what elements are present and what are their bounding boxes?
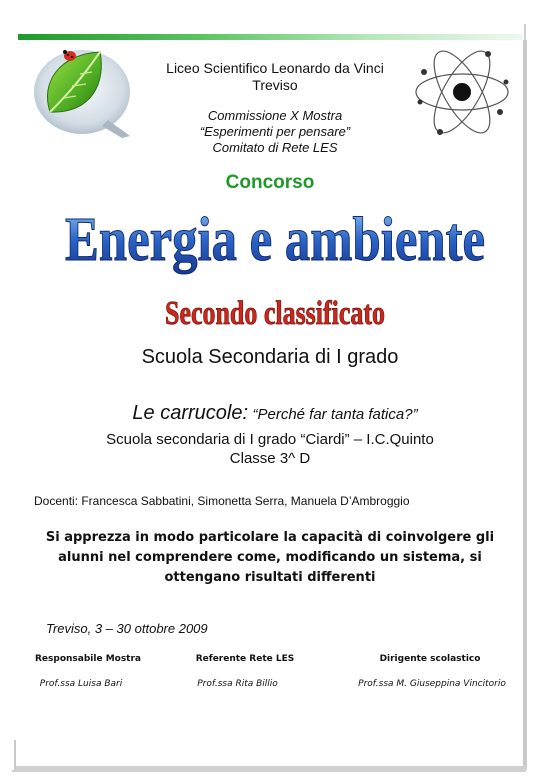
contest-title-text: Energia e ambiente (65, 206, 485, 274)
appreciation-line-3: ottengano risultati differenti (164, 570, 376, 585)
green-header-bar (18, 34, 523, 40)
committee-name: Comitato di Rete LES (212, 140, 338, 155)
appreciation-text (40, 528, 500, 588)
project-title (40, 402, 510, 425)
page-shadow-bottom (14, 766, 527, 770)
school-name-line1: Liceo Scientifico Leonardo da Vinci (166, 60, 384, 76)
atom-icon (410, 42, 515, 142)
contest-title (60, 196, 490, 280)
project-title-sub: “Perché far tanta fatica?” (252, 406, 418, 423)
appreciation-line-1: Si apprezza in modo particolare la capacità di coinvolgere gli (45, 530, 495, 545)
contest-label: Concorso (225, 172, 315, 193)
signature-role-2: Referente Rete LES (195, 654, 295, 664)
exhibition-name: “Esperimenti per pensare” (199, 124, 351, 139)
participating-school-name: Scuola secondaria di I grado “Ciardi” – I.C.Quinto (106, 431, 434, 448)
appreciation-line-2: alunni nel comprendere come, modificando un sistema, si (58, 550, 482, 565)
signature-name-1: Prof.ssa Luisa Bari (39, 679, 123, 689)
signature-role-1: Responsabile Mostra (34, 654, 141, 664)
signature-role-3: Dirigente scolastico (379, 654, 481, 664)
placement-title-text: Secondo classificato (165, 295, 385, 332)
project-title-main: Le carrucole: (132, 402, 249, 424)
page-shadow-right (523, 40, 527, 770)
commission-name: Commissione X Mostra (207, 108, 343, 123)
participating-school (40, 430, 500, 468)
teachers-list: Docenti: Francesca Sabbatini, Simonetta Serra, Manuela D’Ambroggio (34, 494, 410, 508)
school-grade: Scuola Secondaria di I grado (141, 346, 399, 368)
signature-name-3: Prof.ssa M. Giuseppina Vincitorio (358, 679, 506, 689)
event-date: Treviso, 3 – 30 ottobre 2009 (46, 621, 208, 636)
signature-name-2: Prof.ssa Rita Billio (197, 679, 278, 689)
commission-block (140, 108, 410, 156)
participating-class: Classe 3^ D (229, 450, 311, 467)
school-city: Treviso (252, 77, 298, 93)
leaf-lightbulb-icon (30, 42, 140, 138)
left-rule (14, 740, 16, 770)
school-name (140, 60, 410, 94)
placement-title (160, 288, 390, 334)
